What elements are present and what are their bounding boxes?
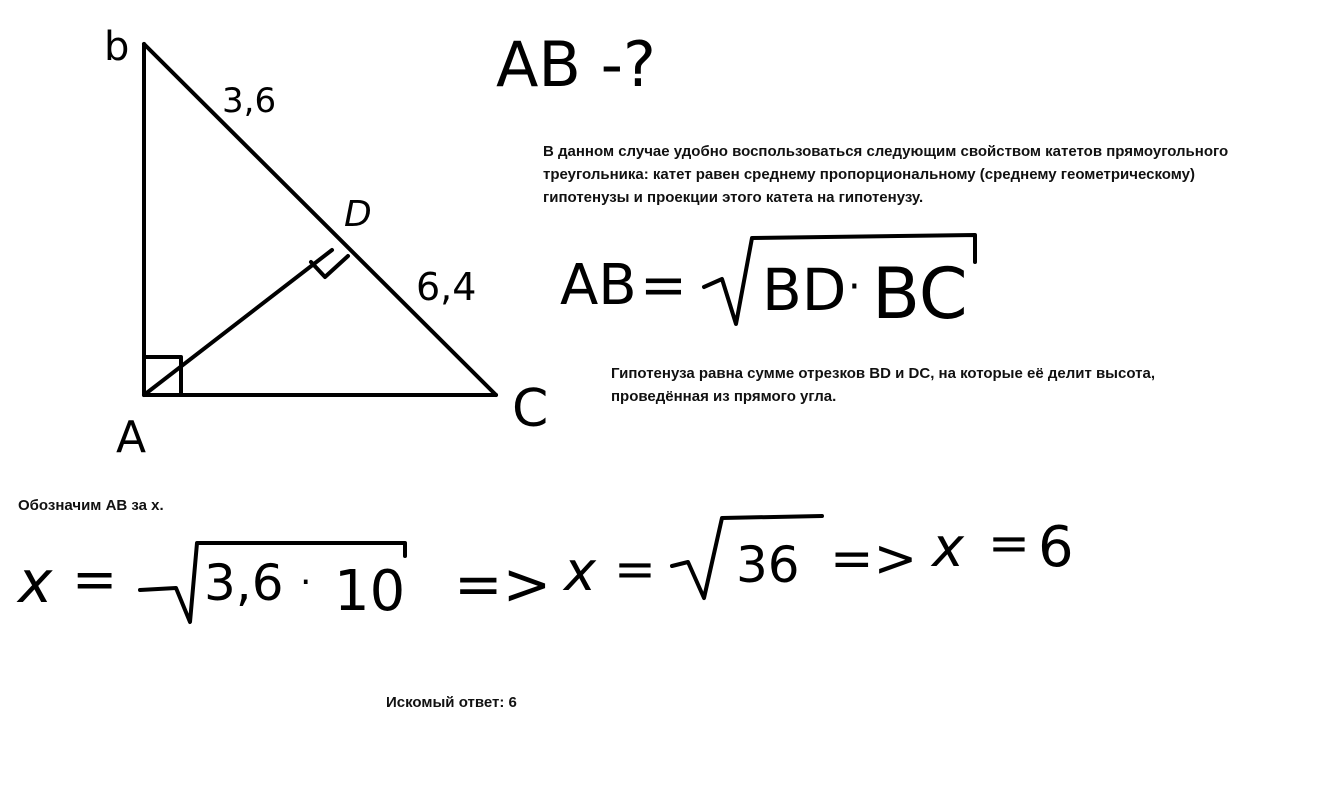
segment-label-dc: 6,4 xyxy=(416,265,477,309)
explanation-line: треугольника: катет равен среднему пропорциональному (среднему геометрическому) xyxy=(543,166,1195,183)
formula-x-solution xyxy=(16,514,1074,624)
hypotenuse-explanation xyxy=(611,362,1251,408)
vertex-label-a: A xyxy=(116,412,147,463)
denote-ab-as-x: Обозначим AB за x. xyxy=(18,497,164,514)
formula2-radicand-c: 36 xyxy=(736,536,800,594)
hypotenuse-line: Гипотенуза равна сумме отрезков BD и DC, на которые её делит высота, xyxy=(611,365,1155,382)
formula2-radicand-b: 10 xyxy=(334,559,406,624)
formula2-equals-2: = xyxy=(614,540,656,598)
question-ab: AB -? xyxy=(496,28,656,101)
vertex-label-b: b xyxy=(104,24,130,70)
formula2-result: 6 xyxy=(1038,515,1074,580)
segment-label-bd: 3,6 xyxy=(222,81,277,121)
final-answer: Искомый ответ: 6 xyxy=(386,694,517,711)
hypotenuse-bc xyxy=(144,44,496,395)
formula2-equals-1: = xyxy=(72,548,118,611)
formula1-radicand-right: BC xyxy=(872,253,968,335)
formula2-implies-2: => xyxy=(830,529,918,589)
triangle-figure xyxy=(144,44,496,395)
formula1-radicand-left: BD xyxy=(762,256,847,324)
hypotenuse-line: проведённая из прямого угла. xyxy=(611,388,837,405)
formula1-lhs: AB xyxy=(560,253,637,318)
vertex-label-d: D xyxy=(344,194,372,235)
explanation-line: гипотенузы и проекции этого катета на гипотенузу. xyxy=(543,189,924,206)
formula2-var-3: x xyxy=(932,516,964,579)
property-explanation xyxy=(543,140,1303,209)
formula-ab-sqrt xyxy=(560,235,975,335)
formula1-equals: = xyxy=(640,253,687,318)
formula2-dot: · xyxy=(300,562,312,603)
explanation-line: В данном случае удобно воспользоваться следующим свойством катетов прямоугольного xyxy=(543,143,1229,160)
formula2-var-1: x xyxy=(18,548,53,616)
formula2-radicand-a: 3,6 xyxy=(204,554,284,612)
formula2-equals-3: = xyxy=(988,514,1030,572)
formula2-var-2: x xyxy=(564,540,596,603)
vertex-label-c: C xyxy=(512,379,549,439)
right-angle-mark-d xyxy=(311,256,348,277)
altitude-ad xyxy=(144,250,332,395)
formula1-dot: · xyxy=(848,264,861,310)
formula2-implies-1: => xyxy=(454,550,552,618)
